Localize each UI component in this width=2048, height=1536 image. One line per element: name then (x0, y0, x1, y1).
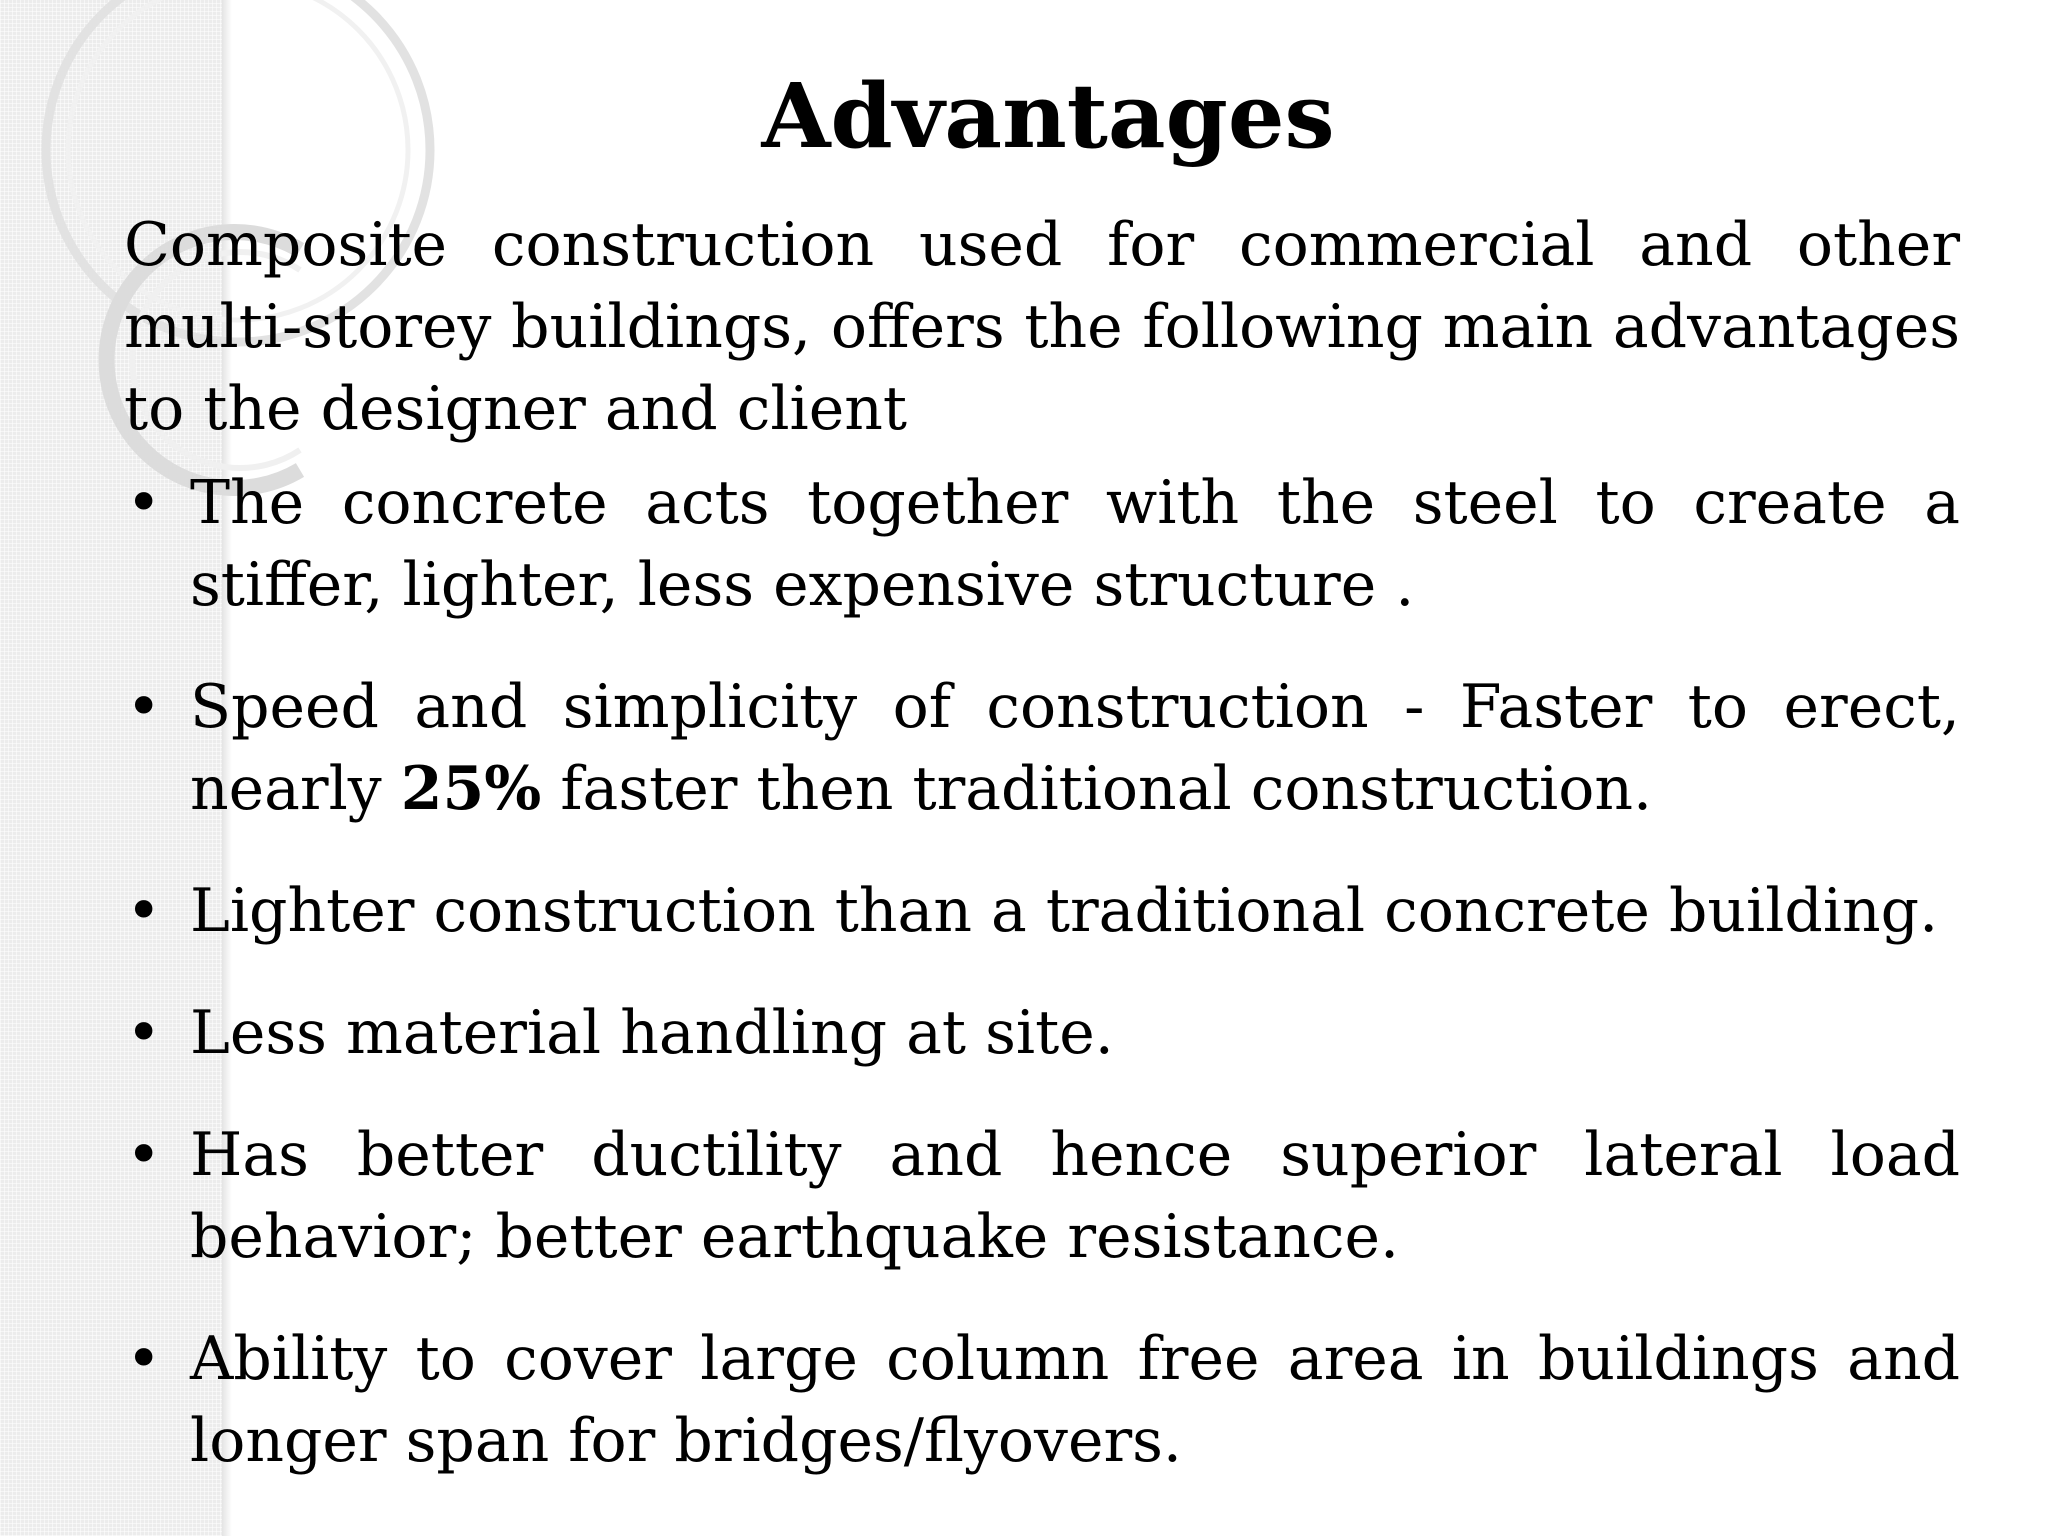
bullet-icon: • (126, 672, 162, 742)
slide-title: Advantages (761, 63, 1335, 168)
list-item-text: The concrete acts together with the steel to create a stiffer, lighter, less expensive structure . (190, 468, 1960, 620)
list-item (124, 870, 1960, 952)
list-item-highlight: 25% (400, 754, 542, 824)
list-item (124, 666, 1960, 830)
list-item (124, 462, 1960, 626)
list-item-text: Less material handling at site. (190, 998, 1114, 1068)
bullet-icon: • (126, 876, 162, 946)
slide-content (124, 204, 1960, 1522)
list-item (124, 1114, 1960, 1278)
list-item-text: Lighter construction than a traditional concrete building. (190, 876, 1939, 946)
advantages-list (124, 462, 1960, 1482)
bullet-icon: • (126, 1324, 162, 1394)
list-item-text: Ability to cover large column free area in buildings and longer span for bridges/flyovers. (190, 1324, 1960, 1476)
bullet-icon: • (126, 1120, 162, 1190)
list-item-text: Has better ductility and hence superior lateral load behavior; better earthquake resistance. (190, 1120, 1960, 1272)
list-item-text: Speed and simplicity of construction - Faster to erect, nearly (190, 672, 1960, 824)
list-item-text-continued: faster then traditional construction. (541, 754, 1653, 824)
bullet-icon: • (126, 468, 162, 538)
list-item (124, 1318, 1960, 1482)
bullet-icon: • (126, 998, 162, 1068)
intro-paragraph: Composite construction used for commercial and other multi-storey buildings, offers the following main advantages to the designer and client (124, 210, 1960, 444)
list-item (124, 992, 1960, 1074)
